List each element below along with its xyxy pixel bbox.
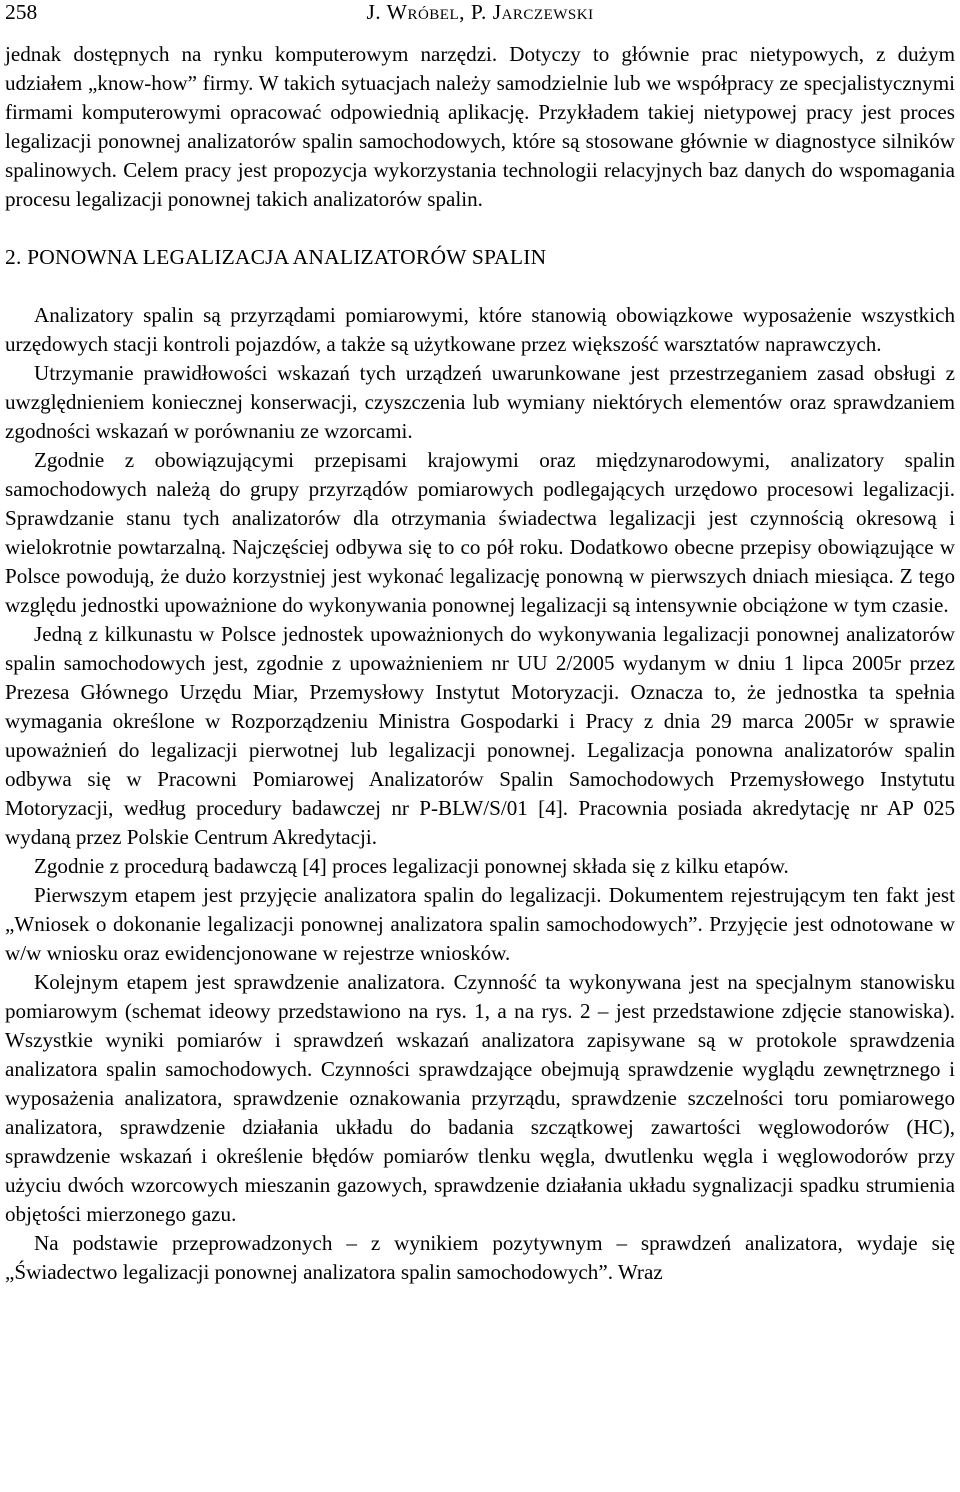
section-heading: 2. PONOWNA LEGALIZACJA ANALIZATORÓW SPALIN xyxy=(5,245,547,269)
paragraph: Jedną z kilkunastu w Polsce jednostek upoważnionych do wykonywania legalizacji ponownej analizatorów spalin samochodowych jest, zgodnie z upoważnieniem nr UU 2/2005 wydanym w dniu 1 lipca 2005r przez Prezesa Głównego Urzędu Miar, Przemysłowy Instytut Motoryzacji. Oznacza to, że jednostka ta spełnia wymagania określone w Rozporządzeniu Ministra Gospodarki i Pracy z dnia 29 marca 2005r w sprawie upoważnień do legalizacji pierwotnej lub legalizacji ponownej. Legalizacja ponowna analizatorów spalin odbywa się w Pracowni Pomiarowej Analizatorów Spalin Samochodowych Przemysłowego Instytutu Motoryzacji, według procedury badawczej nr P-BLW/S/01 [4]. Pracownia posiada akredytację nr AP 025 wydaną przez Polskie Centrum Akredytacji. xyxy=(5,622,955,849)
document-page xyxy=(5,0,955,1284)
spacer xyxy=(5,272,955,301)
paragraph: Pierwszym etapem jest przyjęcie analizatora spalin do legalizacji. Dokumentem rejestrującym ten fakt jest „Wniosek o dokonanie legalizacji ponownej analizatora spalin samochodowych”. Przyjęcie jest odnotowane w w/w wniosku oraz ewidencjonowane w rejestrze wniosków. xyxy=(5,883,955,965)
spacer xyxy=(5,214,955,243)
paragraph: Na podstawie przeprowadzonych – z wynikiem pozytywnym – sprawdzeń analizatora, wydaje się „Świadectwo legalizacji ponownej analizatora spalin samochodowych”. Wraz xyxy=(5,1231,955,1284)
paragraph: Zgodnie z obowiązującymi przepisami krajowymi oraz międzynarodowymi, analizatory spalin samochodowych należą do grupy przyrządów pomiarowych podlegających urzędowo procesowi legalizacji. Sprawdzanie stanu tych analizatorów dla otrzymania świadectwa legalizacji jest czynnością okresową i wielokrotnie powtarzalną. Najczęściej odbywa się to co pół roku. Dodatkowo obecne przepisy obowiązujące w Polsce powodują, że dużo korzystniej jest wykonać legalizację ponowną w pierwszych dniach miesiąca. Z tego względu jednostki upoważnione do wykonywania ponownej legalizacji są intensywnie obciążone w tym czasie. xyxy=(5,448,955,617)
page-number: 258 xyxy=(5,0,38,24)
body-text xyxy=(5,40,955,1287)
running-head: J. Wróbel, P. Jarczewski xyxy=(366,0,594,24)
page-header xyxy=(5,0,955,30)
intro-paragraph: jednak dostępnych na rynku komputerowym narzędzi. Dotyczy to głównie prac nietypowych, z dużym udziałem „know-how” firmy. W takich sytuacjach należy samodzielnie lub we współpracy ze specjalistycznymi firmami komputerowymi opracować odpowiednią aplikację. Przykładem takiej nietypowej pracy jest proces legalizacji ponownej analizatorów spalin samochodowych, które są stosowane głównie w diagnostyce silników spalinowych. Celem pracy jest propozycja wykorzystania technologii relacyjnych baz danych do wspomagania procesu legalizacji ponownej takich analizatorów spalin. xyxy=(5,42,955,211)
paragraph: Kolejnym etapem jest sprawdzenie analizatora. Czynność ta wykonywana jest na specjalnym stanowisku pomiarowym (schemat ideowy przedstawiono na rys. 1, a na rys. 2 – jest przedstawione zdjęcie stanowiska). Wszystkie wyniki pomiarów i sprawdzeń wskazań analizatora zapisywane są w protokole sprawdzenia analizatora spalin samochodowych. Czynności sprawdzające obejmują sprawdzenie wyglądu zewnętrznego i wyposażenia analizatora, sprawdzenie oznakowania przyrządu, sprawdzenie szczelności toru pomiarowego analizatora, sprawdzenie działania układu do badania szczątkowej zawartości węglowodorów (HC), sprawdzenie wskazań i określenie błędów pomiarów tlenku węgla, dwutlenku węgla i węglowodorów przy użyciu dwóch wzorcowych mieszanin gazowych, sprawdzenie działania układu sygnalizacji spadku strumienia objętości mierzonego gazu. xyxy=(5,970,955,1226)
paragraph: Utrzymanie prawidłowości wskazań tych urządzeń uwarunkowane jest przestrzeganiem zasad obsługi z uwzględnieniem koniecznej konserwacji, czyszczenia lub wymiany niektórych elementów oraz sprawdzaniem zgodności wskazań w porównaniu ze wzorcami. xyxy=(5,361,955,443)
paragraph: Zgodnie z procedurą badawczą [4] proces legalizacji ponownej składa się z kilku etapów. xyxy=(34,854,789,878)
paragraph: Analizatory spalin są przyrządami pomiarowymi, które stanowią obowiązkowe wyposażenie wszystkich urzędowych stacji kontroli pojazdów, a także są użytkowane przez większość warsztatów naprawczych. xyxy=(5,303,955,356)
